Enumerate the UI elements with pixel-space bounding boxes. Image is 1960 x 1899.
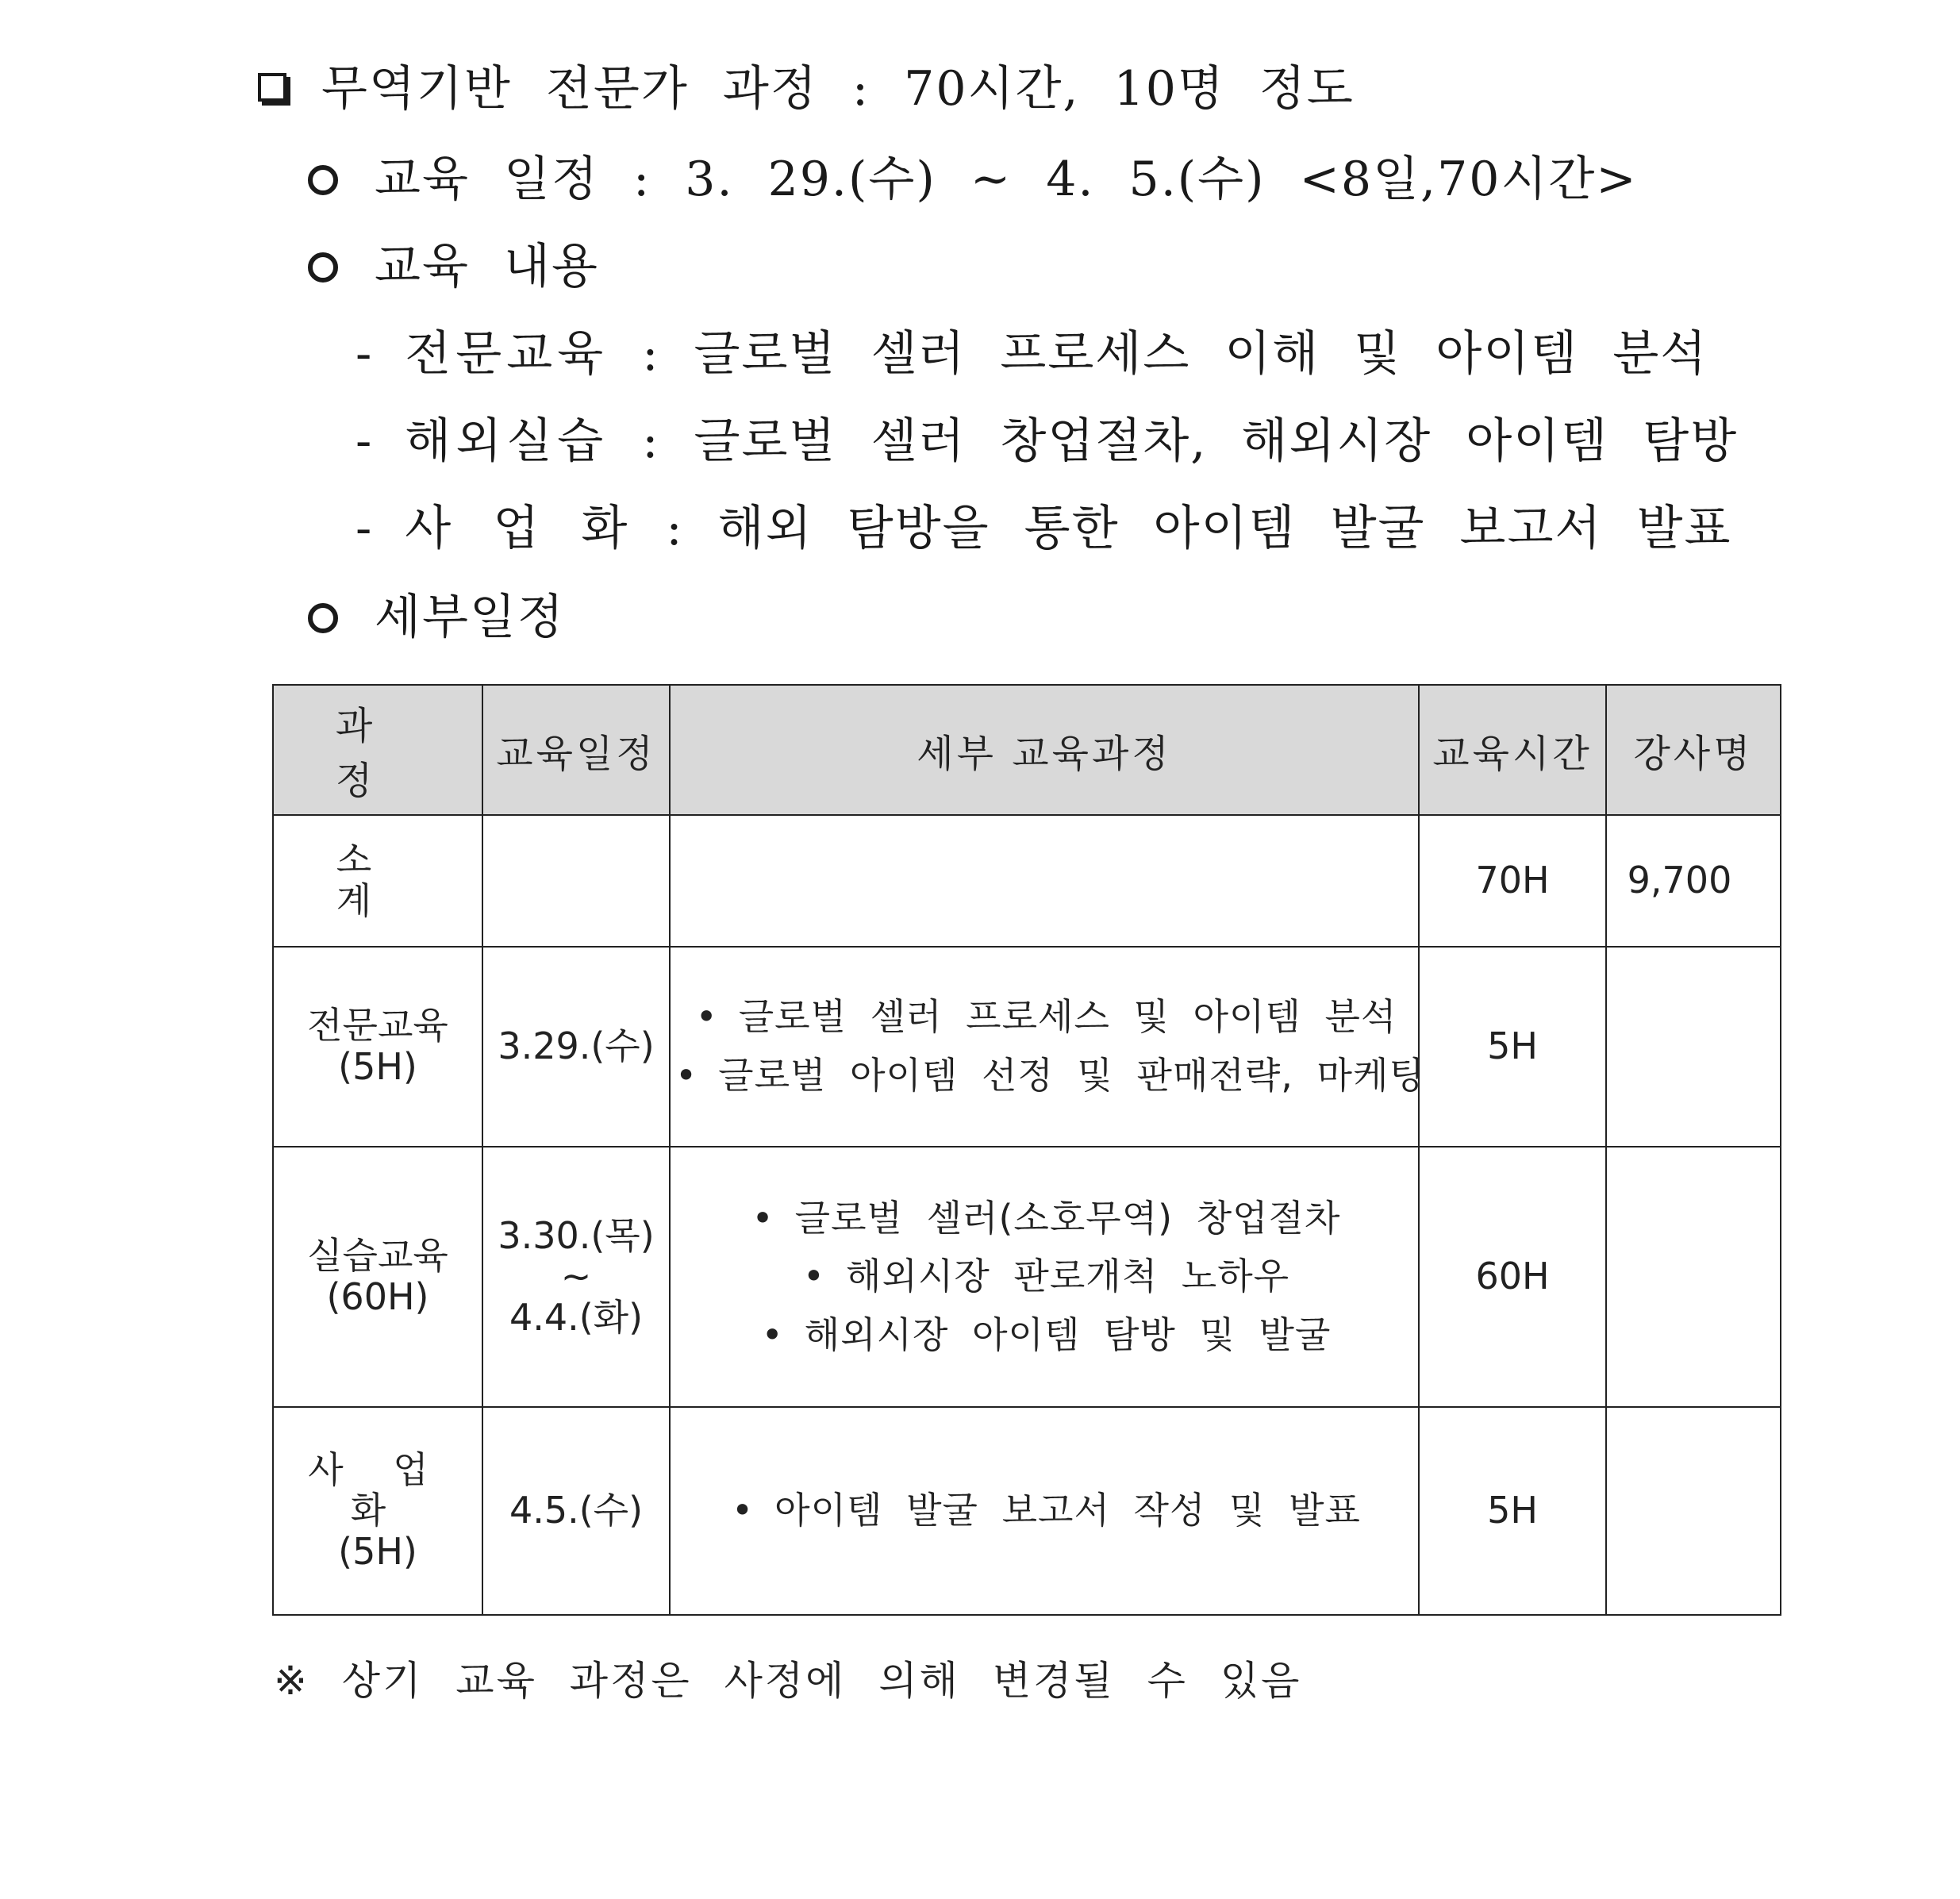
content-item-text: : 글로벌 셀러 프로세스 이해 및 아이템 분석 [642, 326, 1708, 382]
schedule-summary-text: 교육 일정 : 3. 29.(수) ~ 4. 5.(수) <8일,70시간> [375, 152, 1638, 207]
content-heading-text: 교육 내용 [375, 239, 599, 294]
date-cell: 4.5.(수) [482, 1407, 670, 1615]
detail-schedule-heading [308, 590, 565, 645]
content-item [355, 501, 1732, 556]
date-cell: 3.29.(수) [482, 947, 670, 1147]
hours-cell: 5H [1419, 947, 1606, 1147]
table-row [273, 1147, 1781, 1407]
content-item [355, 326, 1708, 382]
hours-cell: 60H [1419, 1147, 1606, 1407]
course-hours: (5H) [338, 1529, 417, 1573]
table-row [273, 1407, 1781, 1615]
detail-schedule-heading-text: 세부일정 [375, 590, 565, 645]
instructor-cell [1606, 1407, 1781, 1615]
detail-item: • 글로벌 셀러 프로세스 및 아이템 분석 [675, 988, 1417, 1047]
detail-item: • 글로벌 셀러(소호무역) 창업절차 [675, 1190, 1417, 1248]
details-cell [670, 1407, 1419, 1615]
instructor-cell [1606, 947, 1781, 1147]
course-cell [273, 1407, 482, 1615]
dash-bullet-icon: - [355, 326, 374, 382]
subtotal-hours: 70H [1419, 815, 1606, 947]
instructor-cell [1606, 1147, 1781, 1407]
heading-title: 무역기반 전문가 과정 : 70시간, 10명 정도 [321, 61, 1355, 117]
course-hours: (60H) [326, 1275, 429, 1318]
content-heading [308, 239, 599, 294]
content-item-label: 전문교육 [405, 326, 609, 382]
square-bullet-icon [258, 73, 286, 102]
col-header-instructor: 강사명 [1606, 685, 1781, 815]
table-row [273, 947, 1781, 1147]
circle-bullet-icon [308, 165, 338, 195]
subtotal-row [273, 815, 1781, 947]
content-item [355, 413, 1739, 469]
date-separator: ~ [560, 1255, 592, 1298]
date-start: 3.30.(목) [498, 1213, 655, 1257]
col-header-course: 과 정 [273, 685, 482, 815]
course-cell [273, 1147, 482, 1407]
content-item-label: 사 업 화 [405, 501, 632, 556]
circle-bullet-icon [308, 252, 338, 283]
content-item-text: : 해외 탐방을 통한 아이템 발굴 보고서 발표 [666, 501, 1732, 556]
subtotal-amount: 9,700 [1606, 815, 1781, 947]
detail-item: • 글로벌 아이템 선정 및 판매전략, 마케팅 [675, 1047, 1417, 1105]
section-heading [258, 61, 1355, 117]
course-cell [273, 947, 482, 1147]
content-item-label: 해외실습 [405, 413, 609, 469]
footnote: ※ 상기 교육 과정은 사정에 의해 변경될 수 있음 [274, 1658, 1302, 1704]
detail-item: • 아이템 발굴 보고서 작성 및 발표 [675, 1482, 1417, 1540]
schedule-summary [308, 152, 1638, 207]
col-header-details: 세부 교육과정 [670, 685, 1419, 815]
subtotal-label: 소 계 [273, 815, 482, 947]
table-cell [670, 815, 1419, 947]
date-end: 4.4.(화) [509, 1295, 644, 1339]
course-hours: (5H) [338, 1045, 417, 1088]
date-cell [482, 1147, 670, 1407]
details-cell [670, 1147, 1419, 1407]
dash-bullet-icon: - [355, 501, 374, 556]
detail-item: • 해외시장 판로개척 노하우 [675, 1247, 1417, 1306]
dash-bullet-icon: - [355, 413, 374, 469]
details-cell [670, 947, 1425, 1147]
circle-bullet-icon [308, 603, 338, 633]
schedule-table [272, 684, 1781, 1616]
detail-item: • 해외시장 아이템 탐방 및 발굴 [675, 1306, 1417, 1365]
course-name: 전문교육 [307, 1004, 448, 1048]
content-item-text: : 글로벌 셀러 창업절차, 해외시장 아이템 탐방 [642, 413, 1739, 469]
table-header-row [273, 685, 1781, 815]
table-cell [482, 815, 670, 947]
course-name: 실습교육 [307, 1234, 448, 1278]
course-name: 사 업 화 [308, 1447, 448, 1532]
col-header-date: 교육일정 [482, 685, 670, 815]
col-header-hours: 교육시간 [1419, 685, 1606, 815]
hours-cell: 5H [1419, 1407, 1606, 1615]
